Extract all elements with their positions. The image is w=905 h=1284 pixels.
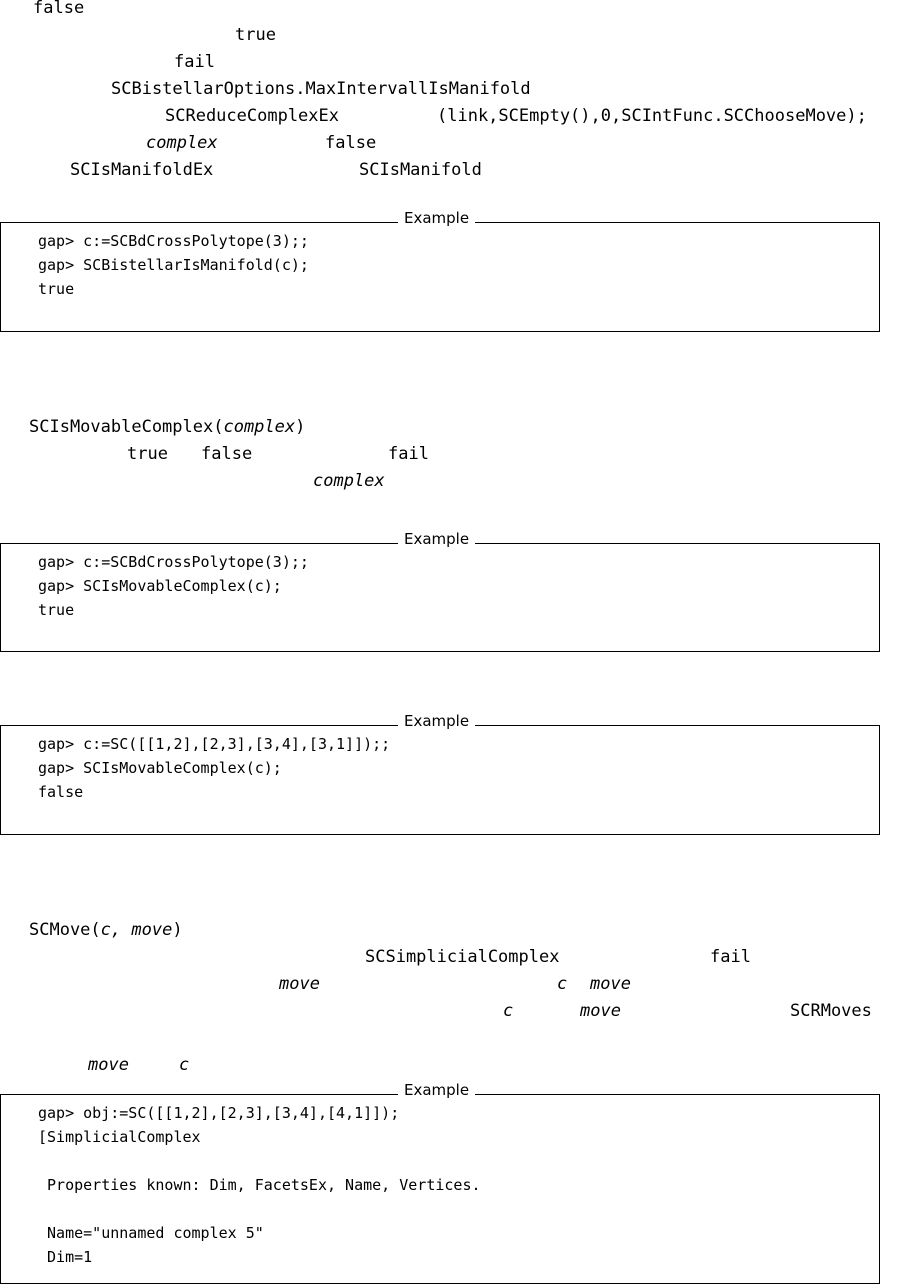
example-label: Example xyxy=(398,713,475,729)
arg-complex: complex xyxy=(313,471,385,491)
code-line: gap> obj:=SC([[1,2],[2,3],[3,4],[4,1]]); xyxy=(38,1104,400,1122)
arg-move: move xyxy=(580,1001,621,1021)
arg-move: move xyxy=(88,1055,129,1075)
code-line: Properties known: Dim, FacetsEx, Name, Vertices. xyxy=(38,1176,481,1194)
code-line: gap> c:=SCBdCrossPolytope(3);; xyxy=(38,232,309,250)
function-signature xyxy=(29,920,183,940)
code-line: true xyxy=(38,280,75,298)
example-box xyxy=(0,725,880,835)
arg-move: move xyxy=(279,974,320,994)
text-fail: fail xyxy=(174,52,215,72)
code-line: false xyxy=(38,783,84,801)
arg-c: c xyxy=(179,1055,190,1075)
function-signature xyxy=(29,417,305,437)
code-line: gap> c:=SCBdCrossPolytope(3);; xyxy=(38,553,309,571)
code-line: Dim=1 xyxy=(38,1248,93,1266)
function-name: SCIsMovableComplex( xyxy=(29,417,224,437)
text-false: false xyxy=(33,0,85,18)
text-true: true xyxy=(235,25,276,45)
arg-move: move xyxy=(590,974,631,994)
arg-complex: complex xyxy=(146,133,218,153)
example-box xyxy=(0,1094,880,1284)
ismanifold-link[interactable]: SCIsManifold xyxy=(359,160,482,180)
example-box xyxy=(0,543,880,652)
simplicial-link[interactable]: SCSimplicialComplex xyxy=(365,947,560,967)
arg-c: c xyxy=(557,974,568,994)
option-name: SCBistellarOptions.MaxIntervallIsManifold xyxy=(111,79,531,99)
code-line: true xyxy=(38,601,75,619)
example-label: Example xyxy=(398,1082,475,1098)
code-line: gap> SCIsMovableComplex(c); xyxy=(38,577,282,595)
function-close: ) xyxy=(172,920,183,940)
example-label: Example xyxy=(398,210,475,226)
function-arg: complex xyxy=(223,417,296,437)
code-line: gap> c:=SC([[1,2],[2,3],[3,4],[3,1]]);; xyxy=(38,735,391,753)
function-name: SCMove( xyxy=(29,920,101,940)
code-line: gap> SCIsMovableComplex(c); xyxy=(38,759,282,777)
rmoves-link[interactable]: SCRMoves xyxy=(790,1001,872,1021)
text-true: true xyxy=(127,444,168,464)
function-arg: c, move xyxy=(100,920,173,940)
example-label: Example xyxy=(398,531,475,547)
code-line: [SimplicialComplex xyxy=(38,1128,201,1146)
function-close: ) xyxy=(295,417,306,437)
code-line: gap> SCBistellarIsManifold(c); xyxy=(38,256,309,274)
reduce-args: (link,SCEmpty(),0,SCIntFunc.SCChooseMove); xyxy=(437,106,867,126)
example-box xyxy=(0,222,880,332)
code-line: Name="unnamed complex 5" xyxy=(38,1224,264,1242)
text-fail: fail xyxy=(710,947,751,967)
text-fail: fail xyxy=(388,444,429,464)
text-false: false xyxy=(201,444,253,464)
text-false: false xyxy=(325,133,377,153)
ismanifoldex-link[interactable]: SCIsManifoldEx xyxy=(70,160,214,180)
reduce-func: SCReduceComplexEx xyxy=(165,106,339,126)
arg-c: c xyxy=(503,1001,514,1021)
